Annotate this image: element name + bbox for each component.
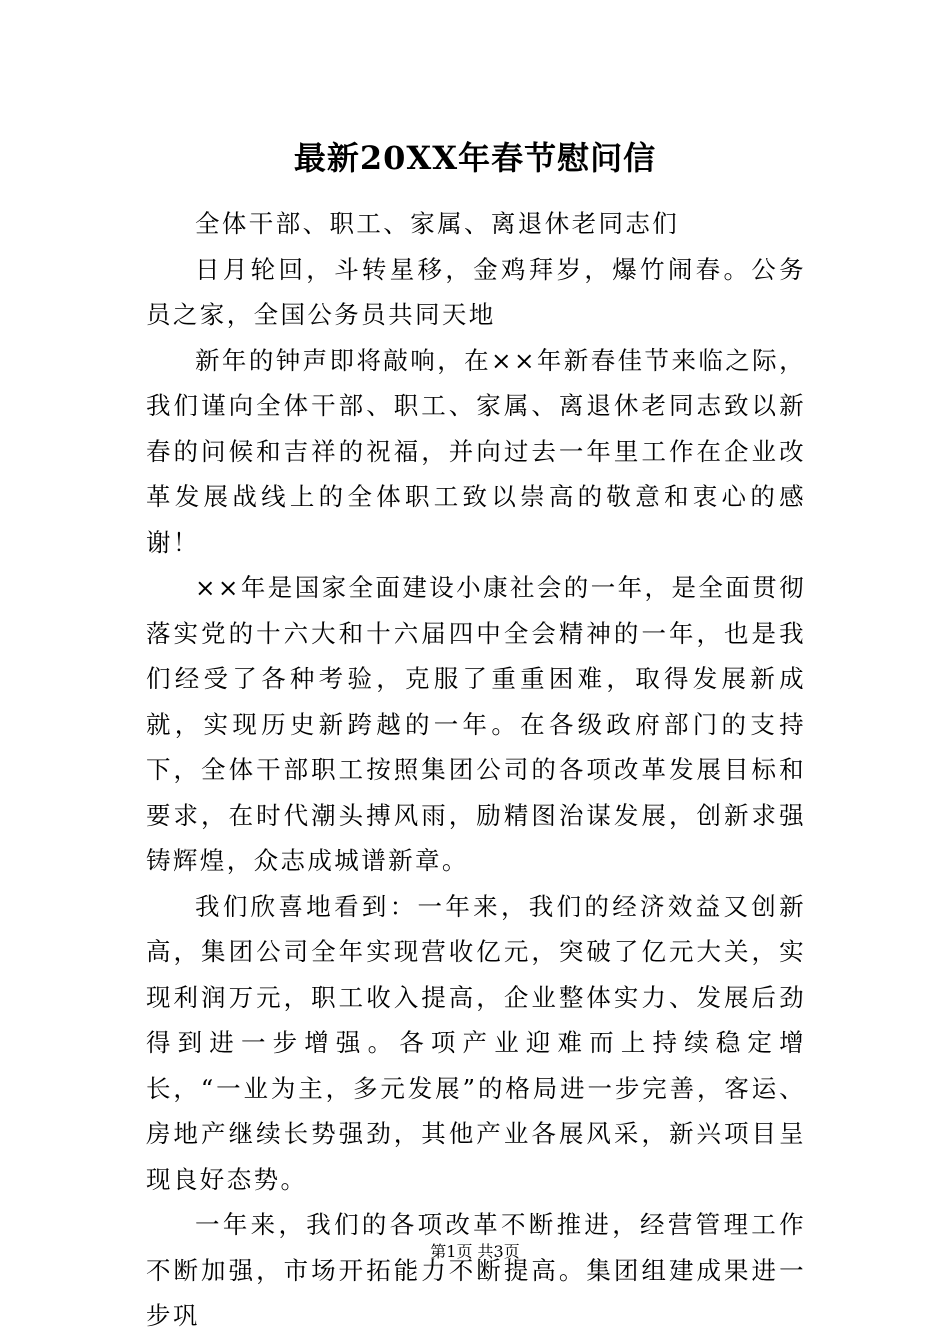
document-body: [146, 201, 806, 1339]
paragraph-salutation: 全体干部、职工、家属、离退休老同志们: [195, 209, 680, 238]
paragraph-5: 一年来，我们的各项改革不断推进，经营管理工作不断加强，市场开拓能力不断提高。集团组建成果进一步巩: [146, 1210, 806, 1330]
paragraph-1: 日月轮回，斗转星移，金鸡拜岁，爆竹闹春。公务员之家，全国公务员共同天地: [146, 254, 806, 329]
document-title: 最新20XX年春节慰问信: [293, 139, 657, 177]
paragraph-4: 我们欣喜地看到：一年来，我们的经济效益又创新高，集团公司全年实现营收亿元，突破了亿元大关，实现利润万元，职工收入提高，企业整体实力、发展后劲得到进一步增强。各项产业迎难而上持续稳定增长，“一业为主，多元发展”的格局进一步完善，客运、房地产继续长势强劲，其他产业各展风采，新兴项目呈现良好态势。: [146, 891, 806, 1194]
paragraph-2: 新年的钟声即将敲响，在××年新春佳节来临之际，我们谨向全体干部、职工、家属、离退休老同志致以新春的问候和吉祥的祝福，并向过去一年里工作在企业改革发展战线上的全体职工致以崇高的敬意和衷心的感谢！: [146, 345, 806, 557]
page-number-footer: 第1页 共3页: [430, 1242, 520, 1261]
paragraph-3: ××年是国家全面建设小康社会的一年，是全面贯彻落实党的十六大和十六届四中全会精神的一年，也是我们经受了各种考验，克服了重重困难，取得发展新成就，实现历史新跨越的一年。在各级政府部门的支持下，全体干部职工按照集团公司的各项改革发展目标和要求，在时代潮头搏风雨，励精图治谋发展，创新求强铸辉煌，众志成城谱新章。: [146, 573, 806, 875]
